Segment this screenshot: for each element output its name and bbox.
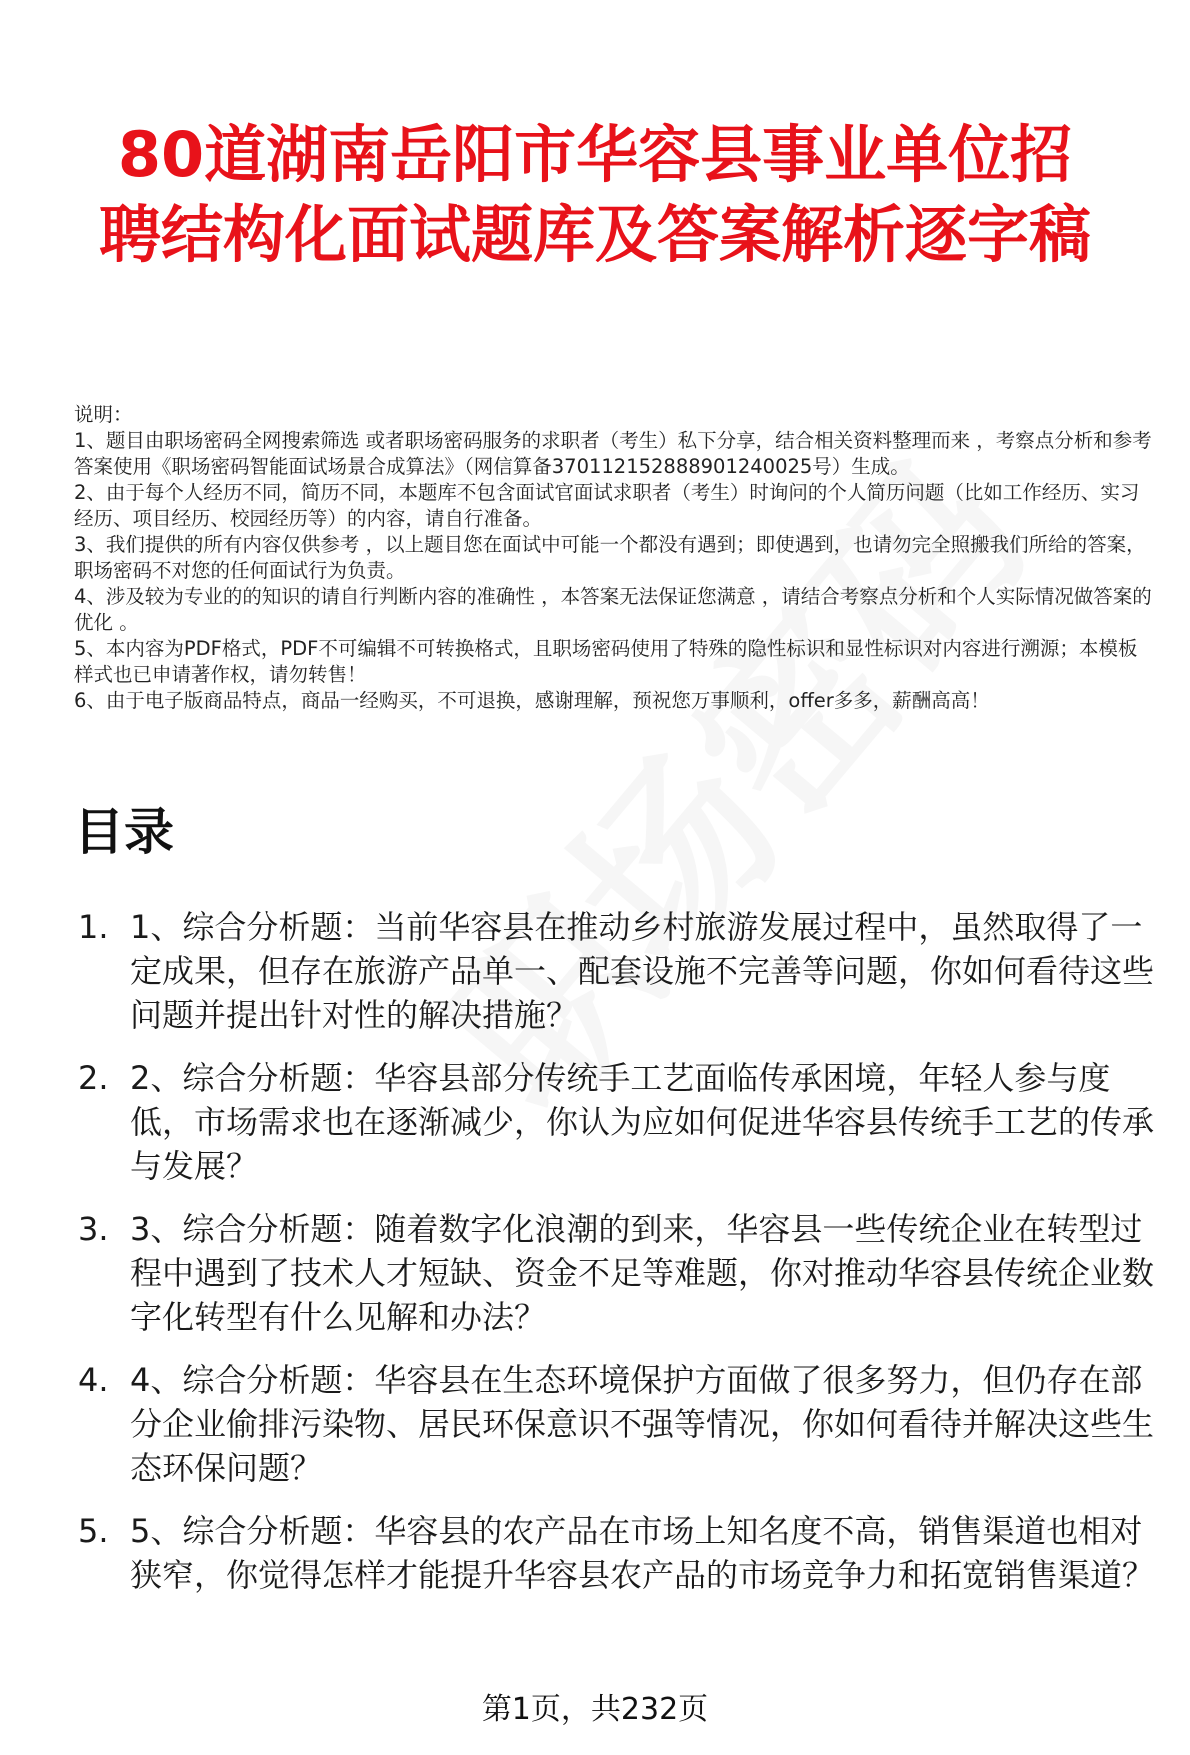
- toc-item[interactable]: [78, 1358, 1168, 1490]
- toc-title: 目录: [74, 803, 174, 861]
- toc-item[interactable]: [78, 905, 1168, 1037]
- toc-item[interactable]: [78, 1509, 1168, 1597]
- document-title: 80道湖南岳阳市华容县事业单位招聘结构化面试题库及答案解析逐字稿: [98, 118, 1091, 271]
- toc-item-text[interactable]: 5、综合分析题：华容县的农产品在市场上知名度不高，销售渠道也相对狭窄，你觉得怎样才能提升华容县农产品的市场竞争力和拓宽销售渠道？: [130, 1512, 1155, 1594]
- toc-item-number: 3.: [78, 1210, 109, 1248]
- toc-item-number: 1.: [78, 908, 109, 946]
- page-footer: 第1页，共232页: [481, 1692, 709, 1727]
- toc-item[interactable]: [78, 1207, 1168, 1339]
- note-item-3: 3、我们提供的所有内容仅供参考 ，以上题目您在面试中可能一个都没有遇到；即使遇到，也请勿完全照搬我们所给的答案，职场密码不对您的任何面试行为负责。: [74, 533, 1146, 582]
- note-item-2: 2、由于每个人经历不同，简历不同，本题库不包含面试官面试求职者（考生）时询问的个人简历问题（比如工作经历、实习经历、项目经历、校园经历等）的内容，请自行准备。: [74, 481, 1140, 530]
- toc-item-number: 2.: [78, 1059, 109, 1097]
- toc-item-text[interactable]: 1、综合分析题：当前华容县在推动乡村旅游发展过程中，虽然取得了一定成果，但存在旅游产品单一、配套设施不完善等问题，你如何看待这些问题并提出针对性的解决措施？: [130, 908, 1155, 1034]
- note-item-4: 4、涉及较为专业的的知识的请自行判断内容的准确性 ，本答案无法保证您满意 ，请结合考察点分析和个人实际情况做答案的优化 。: [74, 585, 1152, 634]
- notes-section: [74, 402, 1154, 714]
- toc-item-number: 4.: [78, 1361, 109, 1399]
- toc-item-text[interactable]: 4、综合分析题：华容县在生态环境保护方面做了很多努力，但仍存在部分企业偷排污染物、居民环保意识不强等情况，你如何看待并解决这些生态环保问题？: [130, 1361, 1155, 1487]
- toc-item-text[interactable]: 3、综合分析题：随着数字化浪潮的到来，华容县一些传统企业在转型过程中遇到了技术人才短缺、资金不足等难题，你对推动华容县传统企业数字化转型有什么见解和办法？: [130, 1210, 1155, 1336]
- toc-list: [78, 905, 1168, 1616]
- notes-heading: 说明：: [74, 403, 133, 426]
- note-item-1: 1、题目由职场密码全网搜索筛选 或者职场密码服务的求职者（考生）私下分享，结合相关资料整理而来 ，考察点分析和参考答案使用《职场密码智能面试场景合成算法》（网信算备370112152888901240025号）生成。: [74, 429, 1152, 478]
- toc-item-number: 5.: [78, 1512, 109, 1550]
- note-item-6: 6、由于电子版商品特点，商品一经购买，不可退换，感谢理解，预祝您万事顺利，offer多多，薪酬高高！: [74, 689, 990, 712]
- toc-item-text[interactable]: 2、综合分析题：华容县部分传统手工艺面临传承困境，年轻人参与度低，市场需求也在逐渐减少，你认为应如何促进华容县传统手工艺的传承与发展？: [130, 1059, 1155, 1185]
- note-item-5: 5、本内容为PDF格式，PDF不可编辑不可转换格式，且职场密码使用了特殊的隐性标识和显性标识对内容进行溯源；本模板样式也已申请著作权，请勿转售！: [74, 637, 1138, 686]
- toc-item[interactable]: [78, 1056, 1168, 1188]
